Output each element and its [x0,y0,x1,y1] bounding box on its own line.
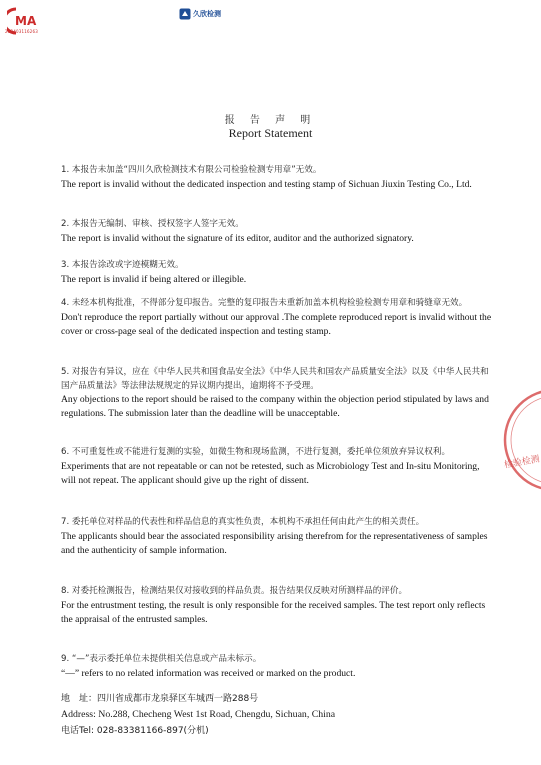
statement-en: The applicants should bear the associated responsibility arising therefrom for the representativeness of samples and the authenticity of sample information. [61,530,488,556]
statement-cn: 5. 对报告有异议，应在《中华人民共和国食品安全法》《中华人民共和国农产品质量安全法》以及《中华人民共和国产品质量法》等法律法规规定的异议期内提出，逾期将不予受理。 [61,367,489,391]
statement-item-2 [61,218,493,246]
statement-item-8 [61,585,493,627]
seal-text: 检验检测 [503,454,541,471]
statement-item-6 [61,446,493,488]
telephone: 电话Tel: 028-83381166-897(分机) [61,726,209,736]
statement-cn: 4. 未经本机构批准，不得部分复印报告。完整的复印报告未重新加盖本机构检验检测专用章和骑缝章无效。 [61,298,468,308]
statement-cn: 9. “—”表示委托单位未提供相关信息或产品未标示。 [61,654,262,664]
statement-item-7 [61,516,493,558]
statement-item-4 [61,297,493,339]
brand-icon [179,8,191,20]
contact-info [61,691,501,739]
statement-cn: 3. 本报告涂改或字迹模糊无效。 [61,260,184,270]
statement-item-9 [61,653,493,681]
statement-en: Don't reproduce the report partially without our approval .The complete reproduced report is invalid without the cover or cross-page seal of the dedicated inspection and testing stamp. [61,311,492,337]
statement-item-1 [61,164,493,192]
statement-cn: 2. 本报告无编制、审核、授权签字人签字无效。 [61,219,244,229]
address-chinese: 地 址：四川省成都市龙泉驿区车城西一路288号 [61,694,259,704]
ma-letters: MA [15,14,37,28]
statement-en: The report is invalid without the signature of its editor, auditor and the authorized signatory. [61,232,414,244]
statement-cn: 1. 本报告未加盖“四川久欣检测技术有限公司检验检测专用章”无效。 [61,165,322,175]
statement-en: Experiments that are not repeatable or can not be retested, such as Microbiology Test and In-situ Monitoring, will not repeat. The applicant should give up the right of dissent. [61,460,480,486]
statement-item-3 [61,259,493,287]
statement-en: For the entrustment testing, the result is only responsible for the received samples. The test report only reflects the appraisal of the entrusted samples. [61,599,486,625]
statement-cn: 8. 对委托检测报告，检测结果仅对接收到的样品负责。报告结果仅反映对所测样品的评价。 [61,586,408,596]
statement-cn: 7. 委托单位对样品的代表性和样品信息的真实性负责，本机构不承担任何由此产生的相关责任。 [61,517,425,527]
title-english: Report Statement [228,126,313,140]
statement-cn: 6. 不可重复性或不能进行复测的实验，如微生物和现场监测，不进行复测，委托单位须放弃异议权利。 [61,447,451,457]
title-chinese: 报 告 声 明 [224,115,317,126]
statement-item-5 [61,366,493,421]
statement-en: Any objections to the report should be raised to the company within the objection period stipulated by laws and regulations. The submission later than the deadline will be unacceptable. [61,394,489,419]
brand-logo [179,8,221,20]
statement-en: The report is invalid if being altered or illegible. [61,273,247,285]
address-english: Address: No.288, Checheng West 1st Road, Chengdu, Sichuan, China [61,709,336,720]
ma-certificate-code: 202403116263 [5,29,38,34]
statement-en: “—” refers to no related information was received or marked on the product. [61,667,356,679]
official-seal-stamp [500,385,541,495]
brand-name: 久欣检测 [193,10,221,18]
statement-en: The report is invalid without the dedicated inspection and testing stamp of Sichuan Jiuxin Testing Co., Ltd. [61,178,472,190]
page-header [0,0,541,40]
